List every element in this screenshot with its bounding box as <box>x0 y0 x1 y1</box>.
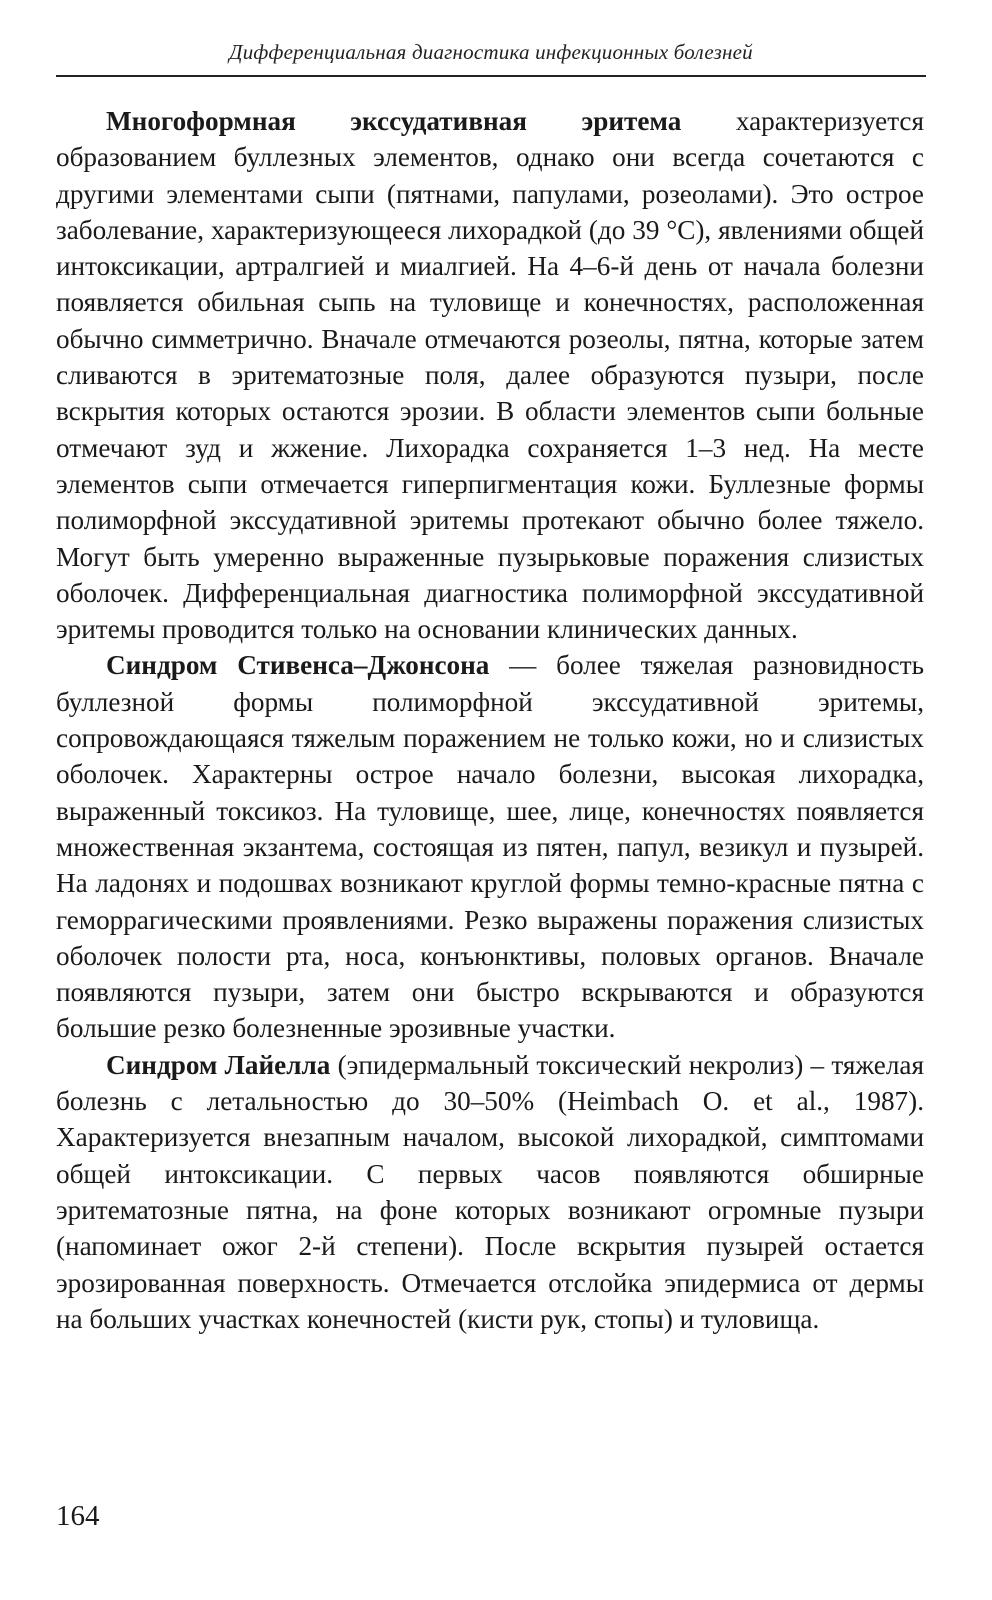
paragraph-lyell <box>56 1047 924 1337</box>
running-head: Дифференциальная диагностика инфекционных болезней <box>229 40 753 64</box>
term-stevens-johnson: Синдром Стивенса–Джонсона <box>106 650 490 681</box>
header-rule <box>56 75 926 77</box>
paragraph-erythema-multiforme <box>56 103 924 647</box>
paragraph-stevens-johnson-text: — более тяжелая разновидность буллезной формы полиморфной экссудативной эритемы, сопровождающаяся тяжелым поражением не только кожи, но и слизистых оболочек. Характерны острое начало болезни, высокая лихорадка, выраженный токсикоз. На туловище, шее, лице, конечностях появляется множественная экзантема, состоящая из пятен, папул, везикул и пузырей. На ладонях и подошвах возникают круглой формы темно-красные пятна с геморрагическими проявлениями. Резко выражены поражения слизистых оболочек полости рта, носа, конъюнктивы, половых органов. Вначале появляются пузыри, затем они быстро вскрываются и образуются большие резко болезненные эрозивные участки. <box>56 650 924 1044</box>
paragraph-erythema-multiforme-text: характеризуется образованием буллезных элементов, однако они всегда сочетаются с другими элементами сыпи (пятнами, папулами, розеолами). Это острое заболевание, характеризующееся лихорадкой (до 39 °С), явлениями общей интоксикации, артралгией и миалгией. На 4–6-й день от начала болезни появляется обильная сыпь на туловище и конечностях, расположенная обычно симметрично. Вначале отмечаются розеолы, пятна, которые затем сливаются в эритематозные поля, далее образуются пузыри, после вскрытия которых остаются эрозии. В области элементов сыпи больные отмечают зуд и жжение. Лихорадка сохраняется 1–3 нед. На месте элементов сыпи отмечается гиперпигментация кожи. Буллезные формы полиморфной экссудативной эритемы протекают обычно более тяжело. Могут быть умеренно выраженные пузырьковые поражения слизистых оболочек. Дифференциальная диагностика полиморфной экссудативной эритемы проводится только на основании клинических данных. <box>56 106 924 645</box>
paragraph-stevens-johnson <box>56 647 924 1046</box>
term-lyell: Синдром Лайелла <box>106 1049 331 1080</box>
body-text <box>56 103 924 1337</box>
paragraph-lyell-text: (эпидермальный токсический некролиз) – тяжелая болезнь с летальностью до 30–50% (Heimbach O. et al., 1987). Характеризуется внезапным началом, высокой лихорадкой, симптомами общей интоксикации. С первых часов появляются обширные эритематозные пятна, на фоне которых возникают огромные пузыри (напоминает ожог 2-й степени). После вскрытия пузырей остается эрозированная поверхность. Отмечается отслойка эпидермиса от дермы на больших участках конечностей (кисти рук, стопы) и туловища. <box>56 1049 924 1334</box>
page-number: 164 <box>56 1500 100 1532</box>
term-erythema-multiforme: Многоформная экссудативная эритема <box>106 106 682 136</box>
